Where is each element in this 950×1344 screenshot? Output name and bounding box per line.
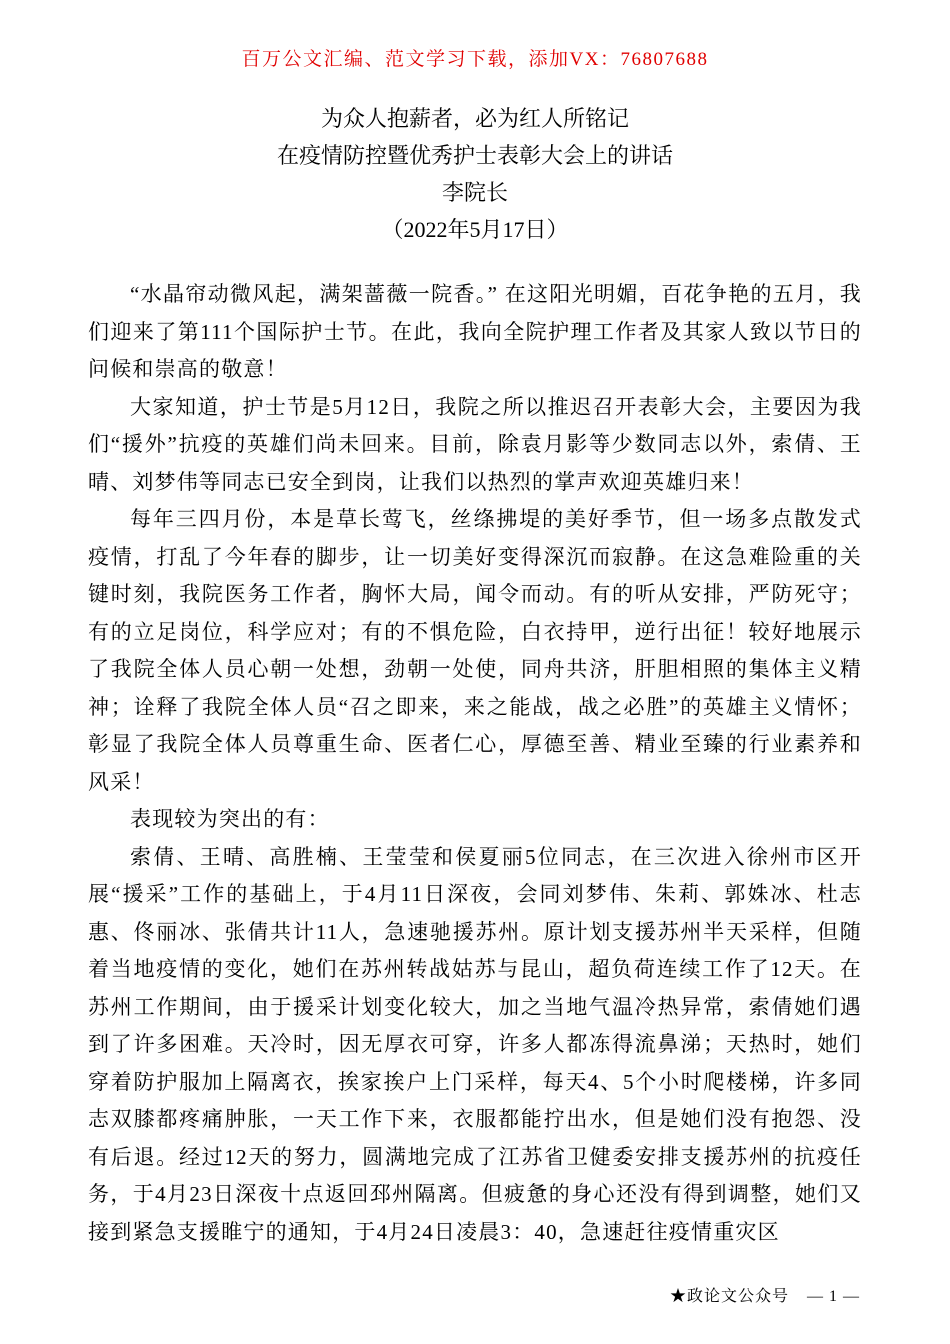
document-author: 李院长 <box>441 180 508 205</box>
paragraph-1: “水晶帘动微风起，满架蔷薇一院香。” 在这阳光明媚，百花争艳的五月，我们迎来了第111个国际护士节。在此，我向全院护理工作者及其家人致以节日的问候和崇高的敬意！ <box>88 282 862 381</box>
document-title-line1: 为众人抱薪者，必为红人所铭记 <box>320 106 629 131</box>
footer-page-number: — 1 — <box>807 1288 860 1305</box>
paragraph-4: 表现较为突出的有： <box>130 807 330 831</box>
paragraph-5: 索倩、王晴、高胜楠、王莹莹和侯夏丽5位同志，在三次进入徐州市区开展“援采”工作的基础上，于4月11日深夜，会同刘梦伟、朱莉、郭姝冰、杜志惠、佟丽冰、张倩共计11人，急速驰援苏州。原计划支援苏州半天采样，但随着当地疫情的变化，她们在苏州转战姑苏与昆山，超负荷连续工作了12天。在苏州工作期间，由于援采计划变化较大，加之当地气温冷热异常，索倩她们遇到了许多困难。天冷时，因无厚衣可穿，许多人都冻得流鼻涕；天热时，她们穿着防护服加上隔离衣，挨家挨户上门采样，每天4、5个小时爬楼梯，许多同志双膝都疼痛肿胀，一天工作下来，衣服都能拧出水，但是她们没有抱怨、没有后退。经过12天的努力，圆满地完成了江苏省卫健委安排支援苏州的抗疫任务，于4月23日深夜十点返回邳州隔离。但疲惫的身心还没有得到调整，她们又接到紧急支援睢宁的通知，于4月24日凌晨3：40，急速赶往疫情重灾区 <box>88 844 862 1244</box>
document-body <box>88 276 862 1251</box>
document-title-line2: 在疫情防控暨优秀护士表彰大会上的讲话 <box>276 143 673 168</box>
title-block <box>88 100 862 248</box>
document-date: （2022年5月17日） <box>381 217 569 242</box>
page-footer <box>670 1283 860 1306</box>
paragraph-2: 大家知道，护士节是5月12日，我院之所以推迟召开表彰大会，主要因为我们“援外”抗疫的英雄们尚未回来。目前，除袁月影等少数同志以外，索倩、王晴、刘梦伟等同志已安全到岗，让我们以热烈的掌声欢迎英雄归来！ <box>88 394 862 494</box>
watermark-text: 百万公文汇编、范文学习下载，添加VX：76807688 <box>241 49 709 70</box>
paragraph-3: 每年三四月份，本是草长莺飞，丝绦拂堤的美好季节，但一场多点散发式疫情，打乱了今年春的脚步，让一切美好变得深沉而寂静。在这急难险重的关键时刻，我院医务工作者，胸怀大局，闻令而动。有的听从安排，严防死守；有的立足岗位，科学应对；有的不惧危险，白衣持甲，逆行出征！较好地展示了我院全体人员心朝一处想，劲朝一处使，同舟共济，肝胆相照的集体主义精神；诠释了我院全体人员“召之即来，来之能战，战之必胜”的英雄主义情怀；彰显了我院全体人员尊重生命、医者仁心，厚德至善、精业至臻的行业素养和风采！ <box>88 507 862 794</box>
footer-account-label: ★政论文公众号 <box>669 1288 789 1305</box>
